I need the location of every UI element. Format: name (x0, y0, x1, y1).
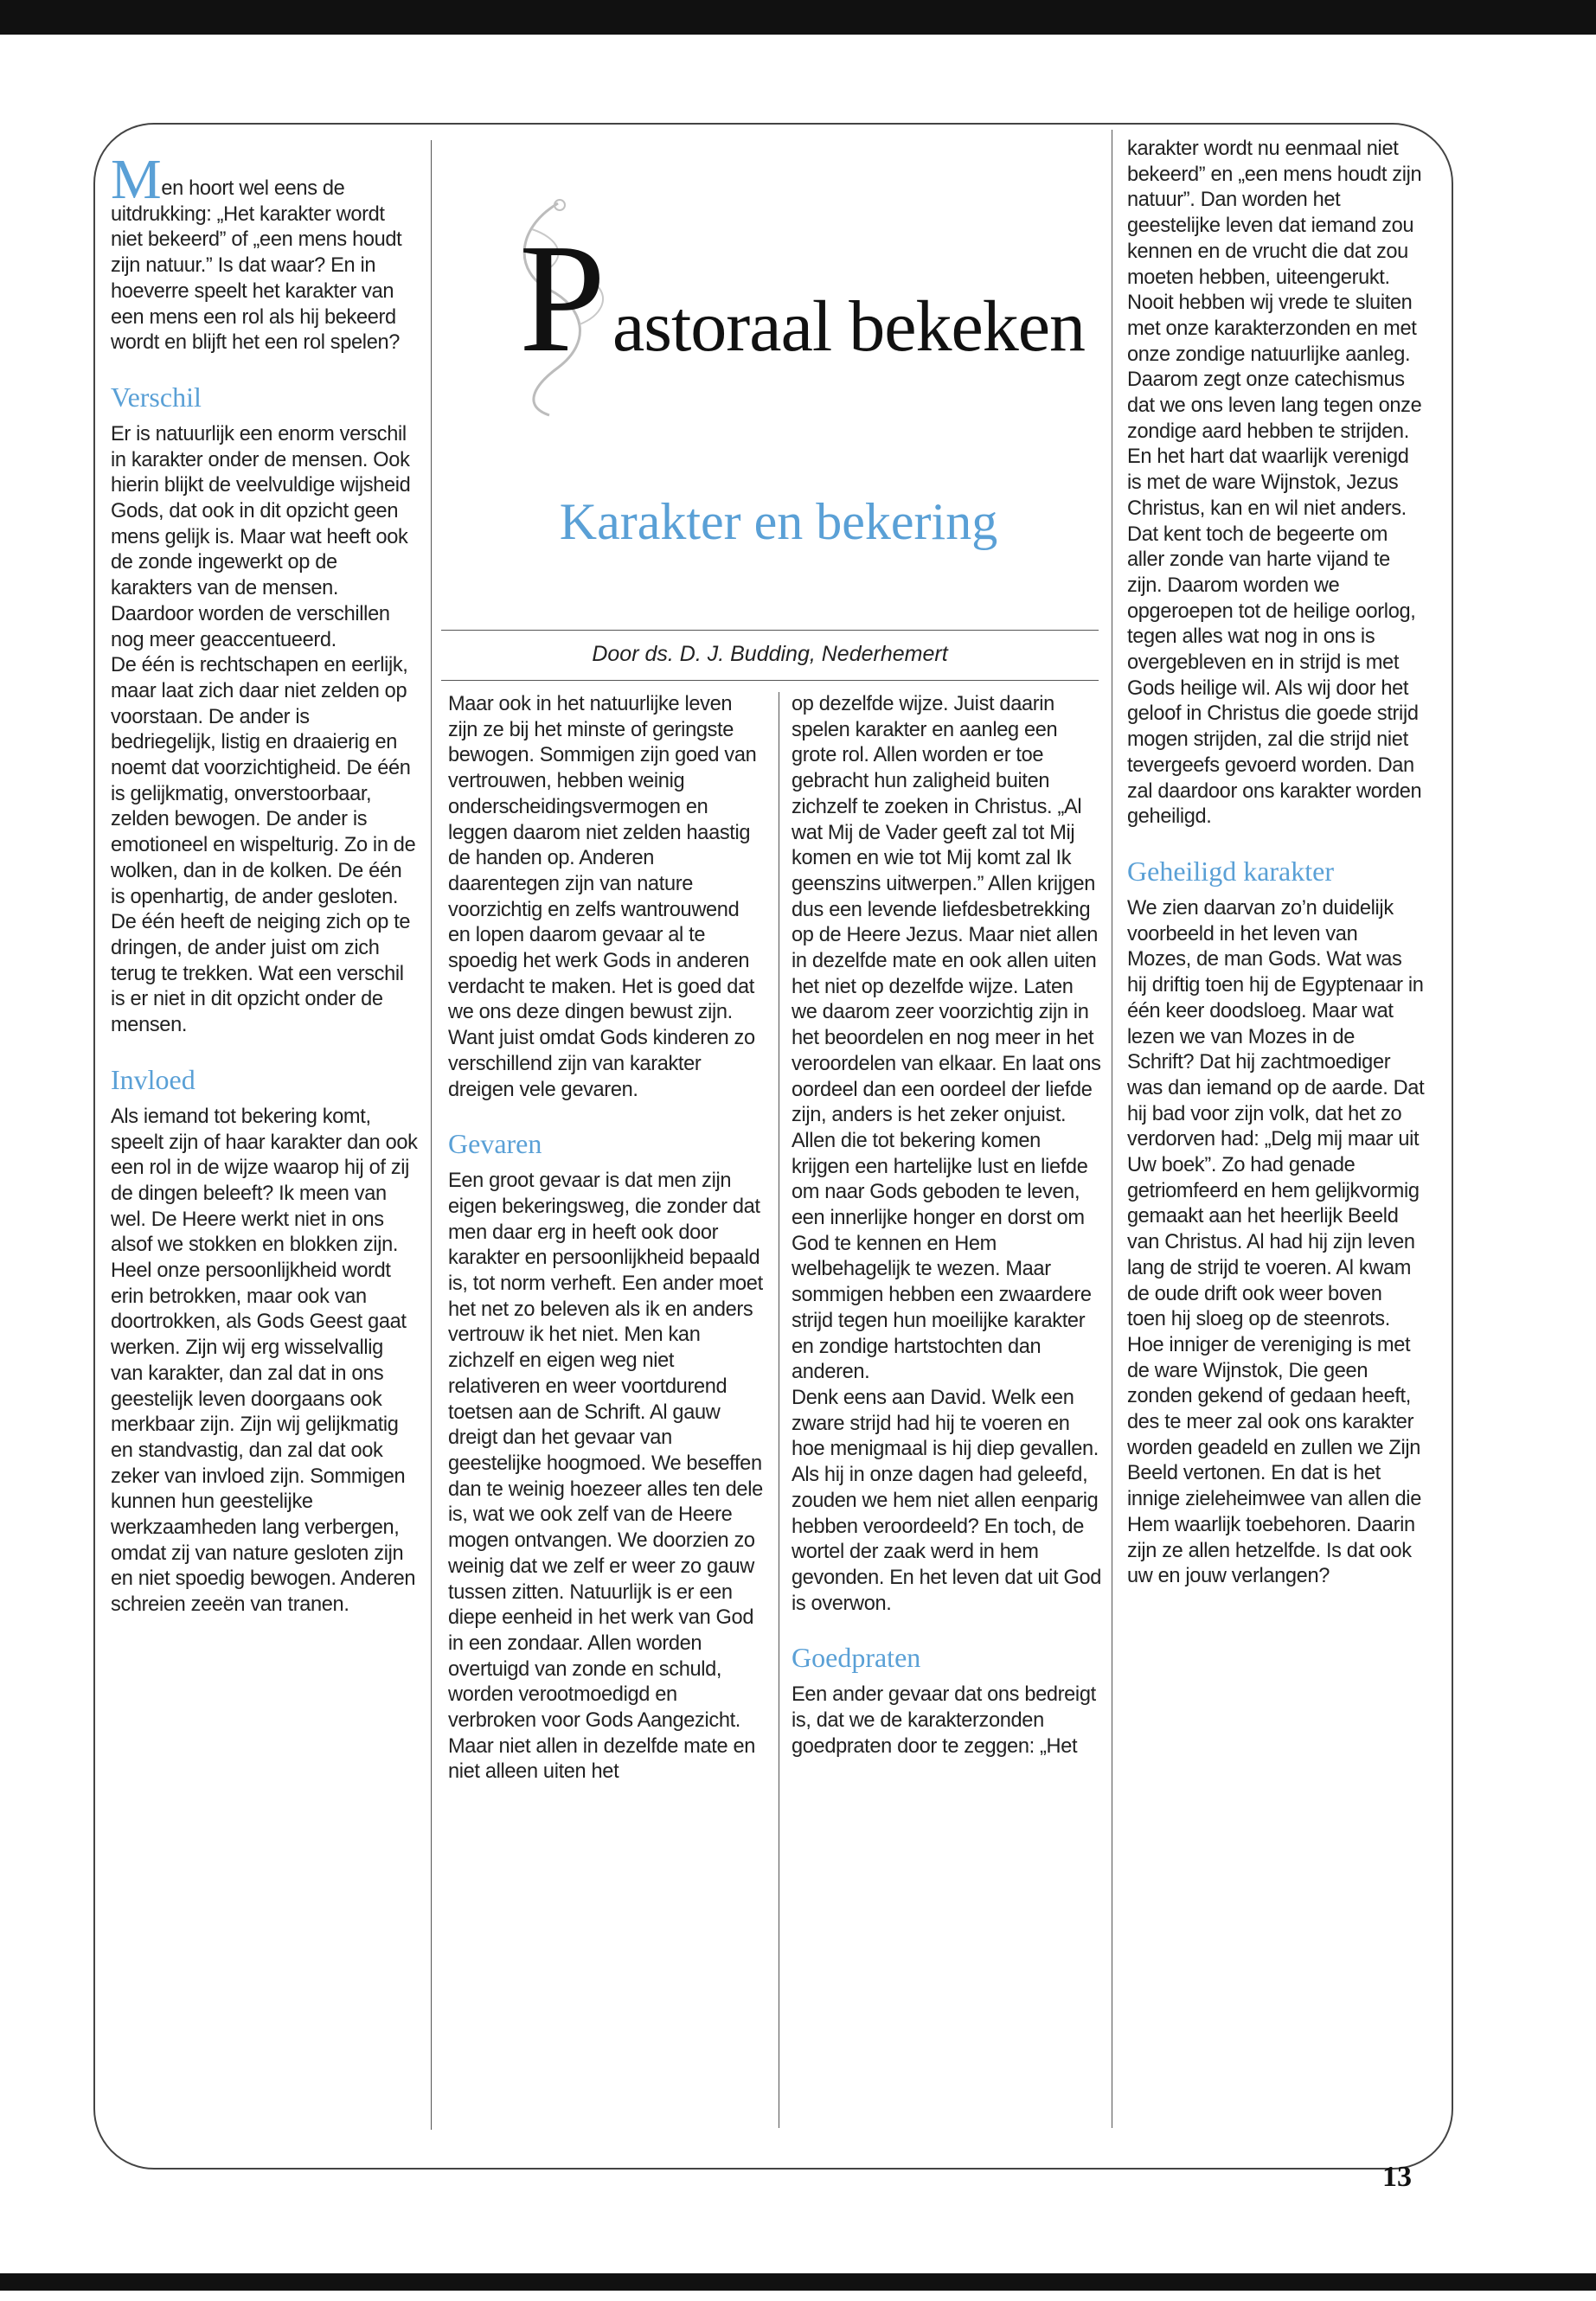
article-title: Karakter en bekering (559, 493, 998, 550)
column-divider (431, 140, 432, 2130)
byline-rule-bottom (441, 680, 1099, 681)
byline-rule-top (441, 630, 1099, 631)
paragraph: Als iemand tot bekering komt, speelt zijn of haar karakter dan ook een rol in de wijze waarop hij of zij de dingen beleeft? Ik meen van wel. De Heere werkt niet in ons alsof we stokken en blokken zijn. Heel onze persoonlijkheid wordt erin betrokken, maar ook van doortrokken, als Gods Geest gaat werken. Zijn wij erg wisselvallig van karakter, dan zal dat in ons geestelijk leven doorgaans ook merkbaar zijn. Zijn wij gelijkmatig en standvastig, dan zal dat ook zeker van invloed zijn. Sommigen kunnen hun geestelijke werkzaamheden lang verbergen, omdat zij van nature gesloten zijn en niet spoedig bewogen. Anderen schreien zeeën van tranen. (111, 1105, 418, 1617)
column-3 (792, 692, 1103, 1759)
heading-geheiligd-karakter: Geheiligd karakter (1127, 855, 1334, 887)
page-title: astoraal bekeken (612, 286, 1086, 367)
paragraph: We zien daarvan zo’n duidelijk voorbeeld in het leven van Mozes, de man Gods. Wat was hij driftig toen hij de Egyptenaar in één keer doodsloeg. Maar wat lezen we van Mozes in de Schrift? Dat hij zachtmoediger was dan iemand op de aarde. Dat hij bad voor zijn volk, dat het zo verdorven had: „Delg mij maar uit Uw boek”. Zo had genade getriomfeerd en hem gelijkvormig gemaakt aan het heerlijk Beeld van Christus. Al had hij zijn leven lang de strijd te voeren. Al kwam de oude drift ook weer boven toen hij sloeg op de steenrots. (1127, 896, 1425, 1331)
paragraph: Een ander gevaar dat ons bedreigt is, dat we de karakterzonden goedpraten door te zeggen: „Het (792, 1683, 1096, 1758)
column-4 (1127, 137, 1426, 1590)
paragraph: Er is natuurlijk een enorm verschil in karakter onder de mensen. Ook hierin blijkt de veelvuldige wijsheid Gods, dat ook in dit opzicht geen mens gelijk is. Maar wat heeft ook de zonde ingewerkt op de karakters van de mensen. Daardoor worden de verschillen nog meer geaccentueerd. (111, 422, 411, 651)
top-black-band (0, 0, 1596, 35)
heading-verschil: Verschil (111, 381, 202, 413)
drop-cap: M (111, 148, 162, 211)
column-2 (448, 692, 766, 1785)
paragraph: Een groot gevaar is dat men zijn eigen bekeringsweg, die zonder dat men daar erg in heeft ook door karakter en persoonlijkheid bepaald is, tot norm verheft. Een ander moet het net zo beleven als ik en anders vertrouw ik het niet. Men kan zichzelf en eigen weg niet relativeren en weer voortdurend toetsen aan de Schrift. Al gauw dreigt dan het gevaar van geestelijke hoogmoed. We beseffen dan te weinig hoezeer alles ten dele is, wat we ook zelf van de Heere mogen ontvangen. We doorzien zo weinig dat we zelf er weer zo gauw tussen zitten. Natuurlijk is er een diepe eenheid in het werk van God in een zondaar. Allen worden overtuigd van zonde en schuld, worden verootmoedigd en verbroken voor Gods Aangezicht. Maar niet allen in dezelfde mate en niet alleen uiten het (448, 1170, 763, 1784)
column-banner (484, 212, 1107, 394)
column-1 (111, 148, 418, 1618)
page-number: 13 (1382, 2161, 1412, 2193)
paragraph: Hoe inniger de vereniging is met de ware Wijnstok, Die geen zonden gekend of gedaan heeft, des te meer zal ook ons karakter worden geadeld en zullen we Zijn Beeld vertonen. En dat is het innige zieleheimwee van allen die Hem waarlijk toebehoren. Daarin zijn ze allen hetzelfde. Is dat ook uw en jouw verlangen? (1127, 1333, 1421, 1588)
intro-text: en hoort wel eens de uitdrukking: „Het karakter wordt niet bekeerd” of „een mens houdt zijn natuur.” Is dat waar? En in hoeverre speelt het karakter van een mens een rol als hij bekeerd wordt en blijft het een rol spelen? (111, 177, 402, 355)
paragraph: karakter wordt nu eenmaal niet bekeerd” en „een mens houdt zijn natuur”. Dan worden het geestelijke leven dat iemand zou kennen en de vrucht die dat zou moeten hebben, uiteengerukt. Nooit hebben wij vrede te sluiten met onze karakterzonden en met onze zondige natuurlijke aanleg. Daarom zegt onze catechismus dat we ons leven lang tegen onze zondige aard hebben te strijden. En het hart dat waarlijk verenigd is met de ware Wijnstok, Jezus Christus, kan en wil niet anders. Dat kent toch de begeerte om aller zonde van harte vijand te zijn. Daarom worden we opgeroepen tot de heilige oorlog, tegen alles wat nog in ons is overgebleven en in strijd is met Gods heilige wil. Als wij door het geloof in Christus die goede strijd mogen strijden, zal die strijd niet tevergeefs gevoerd worden. Dan zal daardoor ons karakter worden geheiligd. (1127, 138, 1422, 829)
heading-goedpraten: Goedpraten (792, 1642, 921, 1674)
paragraph: Maar ook in het natuurlijke leven zijn ze bij het minste of geringste bewogen. Sommigen zijn goed van vertrouwen, hebben weinig onderscheidingsvermogen en leggen daarom niet zelden haastig de handen op. Anderen daarentegen zijn van nature voorzichtig en zelfs wantrouwend en lopen daarom gevaar al te spoedig het werk Gods in anderen verdacht te maken. Het is goed dat we ons deze dingen bewust zijn. Want juist omdat Gods kinderen zo verschillend zijn van karakter dreigen vele gevaren. (448, 693, 757, 1101)
paragraph: Denk eens aan David. Welk een zware strijd had hij te voeren en hoe menigmaal is hij diep gevallen. Als hij in onze dagen had geleefd, zouden we hem niet allen eenparig hebben veroordeeld? En toch, de wortel der zaak werd in hem gevonden. En het leven dat uit God is overwon. (792, 1386, 1102, 1615)
paragraph: De één is rechtschapen en eerlijk, maar laat zich daar niet zelden op voorstaan. De ander is bedriegelijk, listig en draaierig en noemt dat voorzichtigheid. De één is gelijkmatig, onverstoorbaar, zelden bewogen. De ander is emotioneel en wispelturig. Zo in de wolken, dan in de kolken. De één is openhartig, de ander gesloten. De één heeft de neiging zich op te dringen, de ander juist om zich terug te trekken. Wat een verschil is er niet in dit opzicht onder de mensen. (111, 654, 416, 1037)
heading-gevaren: Gevaren (448, 1128, 542, 1160)
title-initial: P (519, 212, 606, 384)
heading-invloed: Invloed (111, 1063, 195, 1095)
author-byline: Door ds. D. J. Budding, Nederhemert (592, 642, 948, 666)
intro-paragraph (111, 148, 418, 356)
paragraph: op dezelfde wijze. Juist daarin spelen karakter en aanleg een grote rol. Allen worden er toe gebracht hun zaligheid buiten zichzelf te zoeken in Christus. „Al wat Mij de Vader geeft zal tot Mij komen en wie tot Mij komt zal Ik geenszins uitwerpen.” Allen krijgen dus een levende liefdesbetrekking op de Heere Jezus. Maar niet allen in dezelfde mate en ook allen uiten het niet op dezelfde wijze. Laten we daarom zeer voorzichtig zijn in het beoordelen en nog meer in het veroordelen van elkaar. En laat ons oordeel dan een oordeel der liefde zijn, anders is het zeker onjuist. Allen die tot bekering komen krijgen een hartelijke lust en liefde om naar Gods geboden te leven, een innerlijke honger en dorst om God te kennen en Hem welbehagelijk te wezen. Maar sommigen hebben een zwaardere strijd tegen hun moeilijke karakter en zondige hartstochten dan anderen. (792, 693, 1101, 1384)
bottom-black-band (0, 2273, 1596, 2291)
